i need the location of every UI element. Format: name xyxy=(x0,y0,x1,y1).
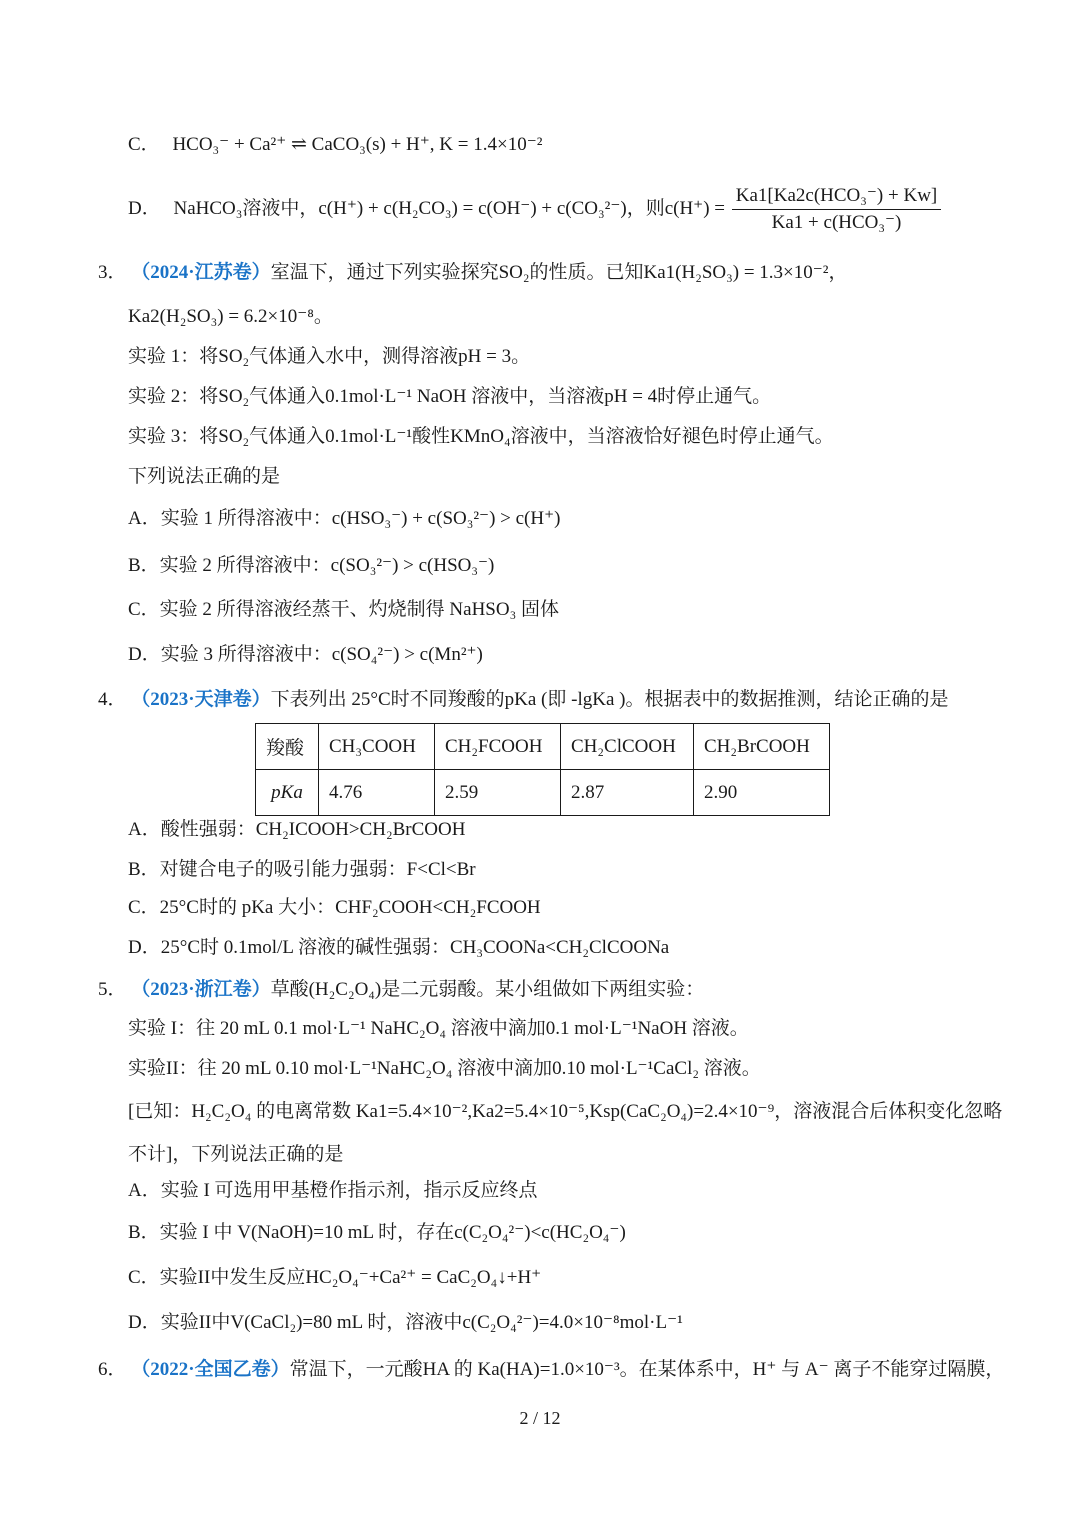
option-text: HCO₃⁻ + Ca²⁺ ⇌ CaCO₃(s) + H⁺, K = 1.4×10⁻² xyxy=(172,134,543,155)
q3-option-b: B．实验 2 所得溶液中：c(SO₃²⁻) > c(HSO₃⁻) xyxy=(128,555,495,576)
question-number: 6． xyxy=(98,1359,127,1380)
table-cell: 2.90 xyxy=(694,770,830,816)
option-text: NaHCO₃溶液中，c(H⁺) + c(H₂CO₃) = c(OH⁻) + c(CO₃²⁻)，则c(H⁺) = xyxy=(173,198,726,219)
table-cell: CH₂BrCOOH xyxy=(694,724,830,770)
q3-stem xyxy=(98,258,848,288)
q3-experiment-2: 实验 2：将SO₂气体通入0.1mol·L⁻¹ NaOH 溶液中，当溶液pH = 4时停止通气。 xyxy=(128,386,772,407)
q5-given-line1: [已知：H₂C₂O₄ 的电离常数 Ka1=5.4×10⁻²,Ka2=5.4×10⁻⁵,Ksp(CaC₂O₄)=2.4×10⁻⁹，溶液混合后体积变化忽略 xyxy=(128,1101,1003,1122)
question-source: （2024·江苏卷） xyxy=(131,262,271,283)
question-text: 草酸(H₂C₂O₄)是二元弱酸。某小组做如下两组实验： xyxy=(270,979,705,1000)
option-label: D． xyxy=(128,198,161,219)
q3-prompt: 下列说法正确的是 xyxy=(128,466,281,487)
q4-option-d: D．25°C时 0.1mol/L 溶液的碱性强弱：CH₃COONa<CH₂ClCOONa xyxy=(128,937,670,958)
q3-option-c: C．实验 2 所得溶液经蒸干、灼烧制得 NaHSO₃ 固体 xyxy=(128,599,559,620)
q5-experiment-2: 实验II：往 20 mL 0.10 mol·L⁻¹NaHC₂O₄ 溶液中滴加0.10 mol·L⁻¹CaCl₂ 溶液。 xyxy=(128,1058,761,1079)
question-text: 下表列出 25°C时不同羧酸的pKa (即 -lgKa )。根据表中的数据推测，结论正确的是 xyxy=(270,689,949,710)
q3-stem-line2: Ka2(H₂SO₃) = 6.2×10⁻⁸。 xyxy=(128,306,333,327)
question-source: （2022·全国乙卷） xyxy=(131,1359,290,1380)
table-cell: 2.59 xyxy=(435,770,561,816)
table-cell: pKa xyxy=(256,770,319,816)
q5-option-a: A．实验 I 可选用甲基橙作指示剂，指示反应终点 xyxy=(128,1180,538,1201)
q5-experiment-1: 实验 I：往 20 mL 0.1 mol·L⁻¹ NaHC₂O₄ 溶液中滴加0.1 mol·L⁻¹NaOH 溶液。 xyxy=(128,1018,749,1039)
q2-option-d xyxy=(128,180,943,238)
q6-stem xyxy=(98,1355,1004,1385)
question-number: 5． xyxy=(98,979,127,1000)
q3-experiment-1: 实验 1：将SO₂气体通入水中，测得溶液pH = 3。 xyxy=(128,346,531,367)
fraction-denominator: Ka1 + c(HCO₃⁻) xyxy=(771,212,902,234)
table-cell: CH₂ClCOOH xyxy=(561,724,694,770)
q5-stem xyxy=(98,975,704,1005)
question-text: 室温下，通过下列实验探究SO₂的性质。已知Ka1(H₂SO₃) = 1.3×10⁻²， xyxy=(270,262,848,283)
q5-given-line2: 不计]，下列说法正确的是 xyxy=(128,1144,344,1165)
q4-stem xyxy=(98,685,948,715)
q3-option-a: A．实验 1 所得溶液中：c(HSO₃⁻) + c(SO₃²⁻) > c(H⁺) xyxy=(128,508,561,529)
table-row xyxy=(256,770,830,816)
question-number: 3． xyxy=(98,262,127,283)
table-row xyxy=(256,724,830,770)
option-label: C． xyxy=(128,134,160,155)
table-cell: 羧酸 xyxy=(256,724,319,770)
question-source: （2023·天津卷） xyxy=(131,689,271,710)
question-text: 常温下，一元酸HA 的 Ka(HA)=1.0×10⁻³。在某体系中，H⁺ 与 A⁻ 离子不能穿过隔膜， xyxy=(289,1359,1005,1380)
q2-option-c xyxy=(128,130,542,160)
question-number: 4． xyxy=(98,689,127,710)
page-number: 2 / 12 xyxy=(519,1408,561,1428)
table-cell: CH₃COOH xyxy=(319,724,435,770)
table-cell: 4.76 xyxy=(319,770,435,816)
q4-option-b: B．对键合电子的吸引能力强弱：F<Cl<Br xyxy=(128,859,476,880)
q3-experiment-3: 实验 3：将SO₂气体通入0.1mol·L⁻¹酸性KMnO₄溶液中，当溶液恰好褪色时停止通气。 xyxy=(128,426,834,447)
pka-table xyxy=(255,723,830,816)
q5-option-c: C．实验II中发生反应HC₂O₄⁻+Ca²⁺ = CaC₂O₄↓+H⁺ xyxy=(128,1267,542,1288)
q4-option-a: A．酸性强弱：CH₂ICOOH>CH₂BrCOOH xyxy=(128,819,466,840)
q3-option-d: D．实验 3 所得溶液中：c(SO₄²⁻) > c(Mn²⁺) xyxy=(128,644,483,665)
question-source: （2023·浙江卷） xyxy=(131,979,271,1000)
q4-option-c: C．25°C时的 pKa 大小：CHF₂COOH<CH₂FCOOH xyxy=(128,897,541,918)
table-cell: CH₂FCOOH xyxy=(435,724,561,770)
fraction xyxy=(732,183,941,236)
q5-option-b: B．实验 I 中 V(NaOH)=10 mL 时，存在c(C₂O₄²⁻)<c(HC₂O₄⁻) xyxy=(128,1222,626,1243)
q5-option-d: D．实验II中V(CaCl₂)=80 mL 时，溶液中c(C₂O₄²⁻)=4.0×10⁻⁸mol·L⁻¹ xyxy=(128,1312,683,1333)
fraction-numerator: Ka1[Ka2c(HCO₃⁻) + Kw] xyxy=(732,183,941,210)
table-cell: 2.87 xyxy=(561,770,694,816)
